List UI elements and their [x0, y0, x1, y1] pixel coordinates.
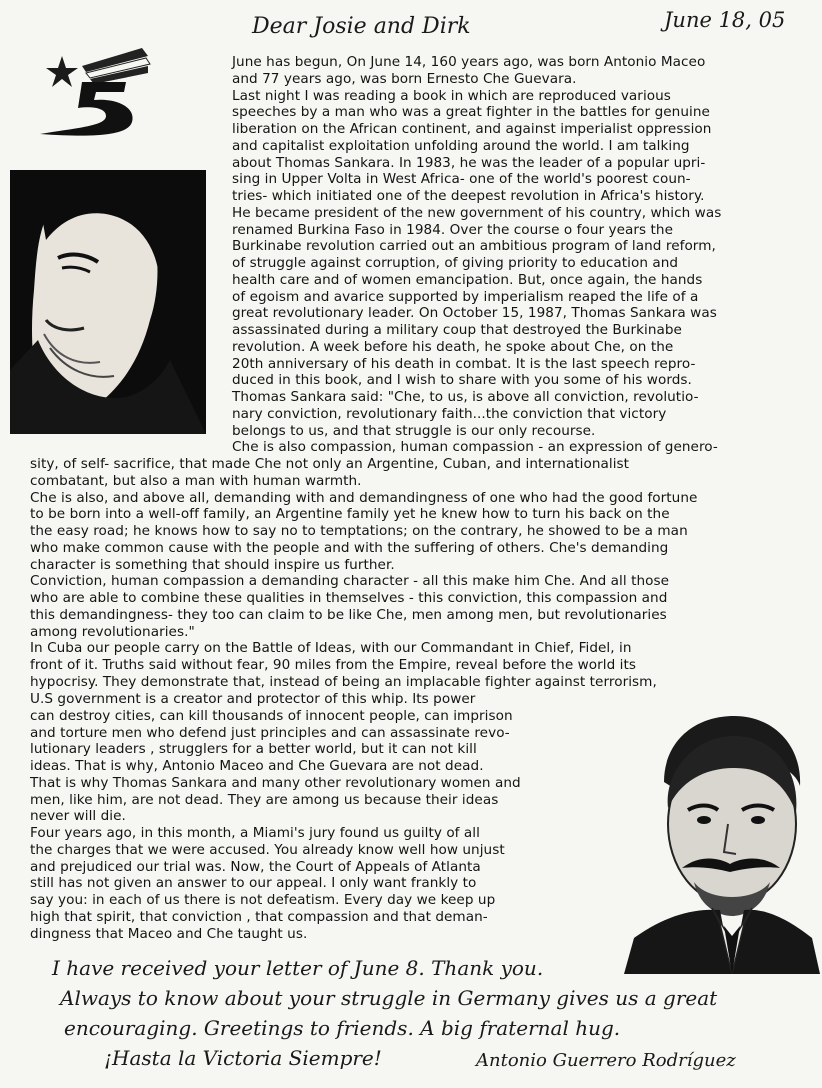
- text-line: dingness that Maceo and Che taught us.: [30, 925, 308, 942]
- text-line: great revolutionary leader. On October 15, 1987, Thomas Sankara was: [232, 305, 717, 322]
- text-line: tries- which initiated one of the deepest revolution in Africa's history.: [232, 188, 705, 204]
- closing-line: encouraging. Greetings to friends. A big fraternal hug.: [64, 1016, 621, 1040]
- text-line: That is why Thomas Sankara and many other revolutionary women and: [30, 774, 521, 791]
- text-line: can destroy cities, can kill thousands of innocent people, can imprison: [30, 707, 513, 724]
- closing-line: ¡Hasta la Victoria Siempre!: [104, 1046, 382, 1070]
- text-line: of egoism and avarice supported by imperialism reaped the life of a: [232, 288, 699, 305]
- text-line: never will die.: [30, 808, 126, 825]
- text-line: men, like him, are not dead. They are among us because their ideas: [30, 791, 499, 808]
- text-line: and prejudiced our trial was. Now, the Court of Appeals of Atlanta: [30, 858, 481, 875]
- text-line: who make common cause with the people and with the suffering of others. Che's demanding: [30, 539, 669, 556]
- text-line: and 77 years ago, was born Ernesto Che Guevara.: [232, 70, 577, 87]
- text-line: belongs to us, and that struggle is our only recourse.: [232, 422, 596, 439]
- text-line: sing in Upper Volta in West Africa- one of the world's poorest coun-: [232, 171, 691, 188]
- text-line: lutionary leaders , strugglers for a better world, but it can not kill: [30, 741, 477, 758]
- text-line: Thomas Sankara said: "Che, to us, is above all conviction, revolutio-: [232, 389, 699, 405]
- text-line: Last night I was reading a book in which are reproduced various: [232, 87, 671, 104]
- closing-line: I have received your letter of June 8. Thank you.: [52, 956, 544, 980]
- cuban-five-logo: [36, 42, 152, 138]
- text-line: say you: in each of us there is not defeatism. Every day we keep up: [30, 892, 496, 908]
- portrait-che-guevara: [10, 170, 206, 434]
- text-line: who are able to combine these qualities in themselves - this conviction, this compassion and: [30, 590, 668, 606]
- text-line: about Thomas Sankara. In 1983, he was the leader of a popular upri-: [232, 154, 706, 171]
- text-line: health care and of women emancipation. But, once again, the hands: [232, 271, 703, 288]
- text-line: ideas. That is why, Antonio Maceo and Che Guevara are not dead.: [30, 758, 484, 774]
- signature: Antonio Guerrero Rodríguez: [476, 1050, 736, 1071]
- text-line: and capitalist exploitation unfolding around the world. I am talking: [232, 137, 690, 154]
- text-line: the charges that we were accused. You already know well how unjust: [30, 841, 505, 858]
- text-line: Conviction, human compassion a demanding character - all this make him Che. And all those: [30, 573, 670, 590]
- text-line: sity, of self- sacrifice, that made Che not only an Argentine, Cuban, and internationalist: [30, 456, 630, 472]
- text-line: nary conviction, revolutionary faith...the conviction that victory: [232, 405, 667, 422]
- text-line: to be born into a well-off family, an Argentine family yet he knew how to turn his back on the: [30, 506, 670, 523]
- text-line: liberation on the African continent, and against imperialist oppression: [232, 121, 712, 137]
- text-line: renamed Burkina Faso in 1984. Over the course o four years the: [232, 221, 673, 238]
- text-line: duced in this book, and I wish to share with you some of his words.: [232, 372, 692, 389]
- text-line: Che is also, and above all, demanding with and demandingness of one who had the good fortune: [30, 489, 698, 506]
- text-line: revolution. A week before his death, he spoke about Che, on the: [232, 338, 674, 355]
- text-line: of struggle against corruption, of giving priority to education and: [232, 255, 679, 271]
- text-line: front of it. Truths said without fear, 90 miles from the Empire, reveal before the world its: [30, 657, 636, 673]
- closing-line: Always to know about your struggle in Germany gives us a great: [60, 986, 718, 1010]
- text-line: June has begun, On June 14, 160 years ago, was born Antonio Maceo: [232, 54, 706, 70]
- text-line: character is something that should inspire us further.: [30, 556, 395, 573]
- letter-body-bottom: [30, 691, 521, 942]
- text-line: assassinated during a military coup that destroyed the Burkinabe: [232, 322, 682, 338]
- text-line: combatant, but also a man with human warmth.: [30, 472, 362, 489]
- text-line: 20th anniversary of his death in combat. It is the last speech repro-: [232, 355, 696, 372]
- text-line: U.S government is a creator and protector of this whip. Its power: [30, 691, 476, 707]
- salutation: Dear Josie and Dirk: [252, 14, 471, 39]
- handwritten-date: June 18, 05: [664, 8, 786, 32]
- text-line: In Cuba our people carry on the Battle of Ideas, with our Commandant in Chief, Fidel, in: [30, 640, 632, 657]
- text-line: high that spirit, that conviction , that compassion and that deman-: [30, 908, 488, 925]
- text-line: hypocrisy. They demonstrate that, instead of being an implacable fighter against terrorism,: [30, 673, 657, 690]
- portrait-antonio-maceo: [624, 712, 820, 974]
- handwritten-closing: [46, 952, 816, 1088]
- text-line: among revolutionaries.": [30, 623, 195, 640]
- text-line: and torture men who defend just principles and can assassinate revo-: [30, 724, 510, 741]
- text-line: He became president of the new government of his country, which was: [232, 204, 722, 221]
- text-line: speeches by a man who was a great fighter in the battles for genuine: [232, 104, 710, 121]
- letter-body-top: [232, 54, 721, 456]
- text-line: the easy road; he knows how to say no to temptations; on the contrary, he showed to be a man: [30, 523, 688, 539]
- text-line: Four years ago, in this month, a Miami's jury found us guilty of all: [30, 825, 480, 841]
- text-line: still has not given an answer to our appeal. I only want frankly to: [30, 875, 477, 892]
- letter-body-full-width: [30, 456, 697, 691]
- text-line: this demandingness- they too can claim to be like Che, men among men, but revolutionaries: [30, 606, 667, 623]
- text-line: Burkinabe revolution carried out an ambitious program of land reform,: [232, 238, 716, 255]
- text-line: Che is also compassion, human compassion - an expression of genero-: [232, 439, 718, 456]
